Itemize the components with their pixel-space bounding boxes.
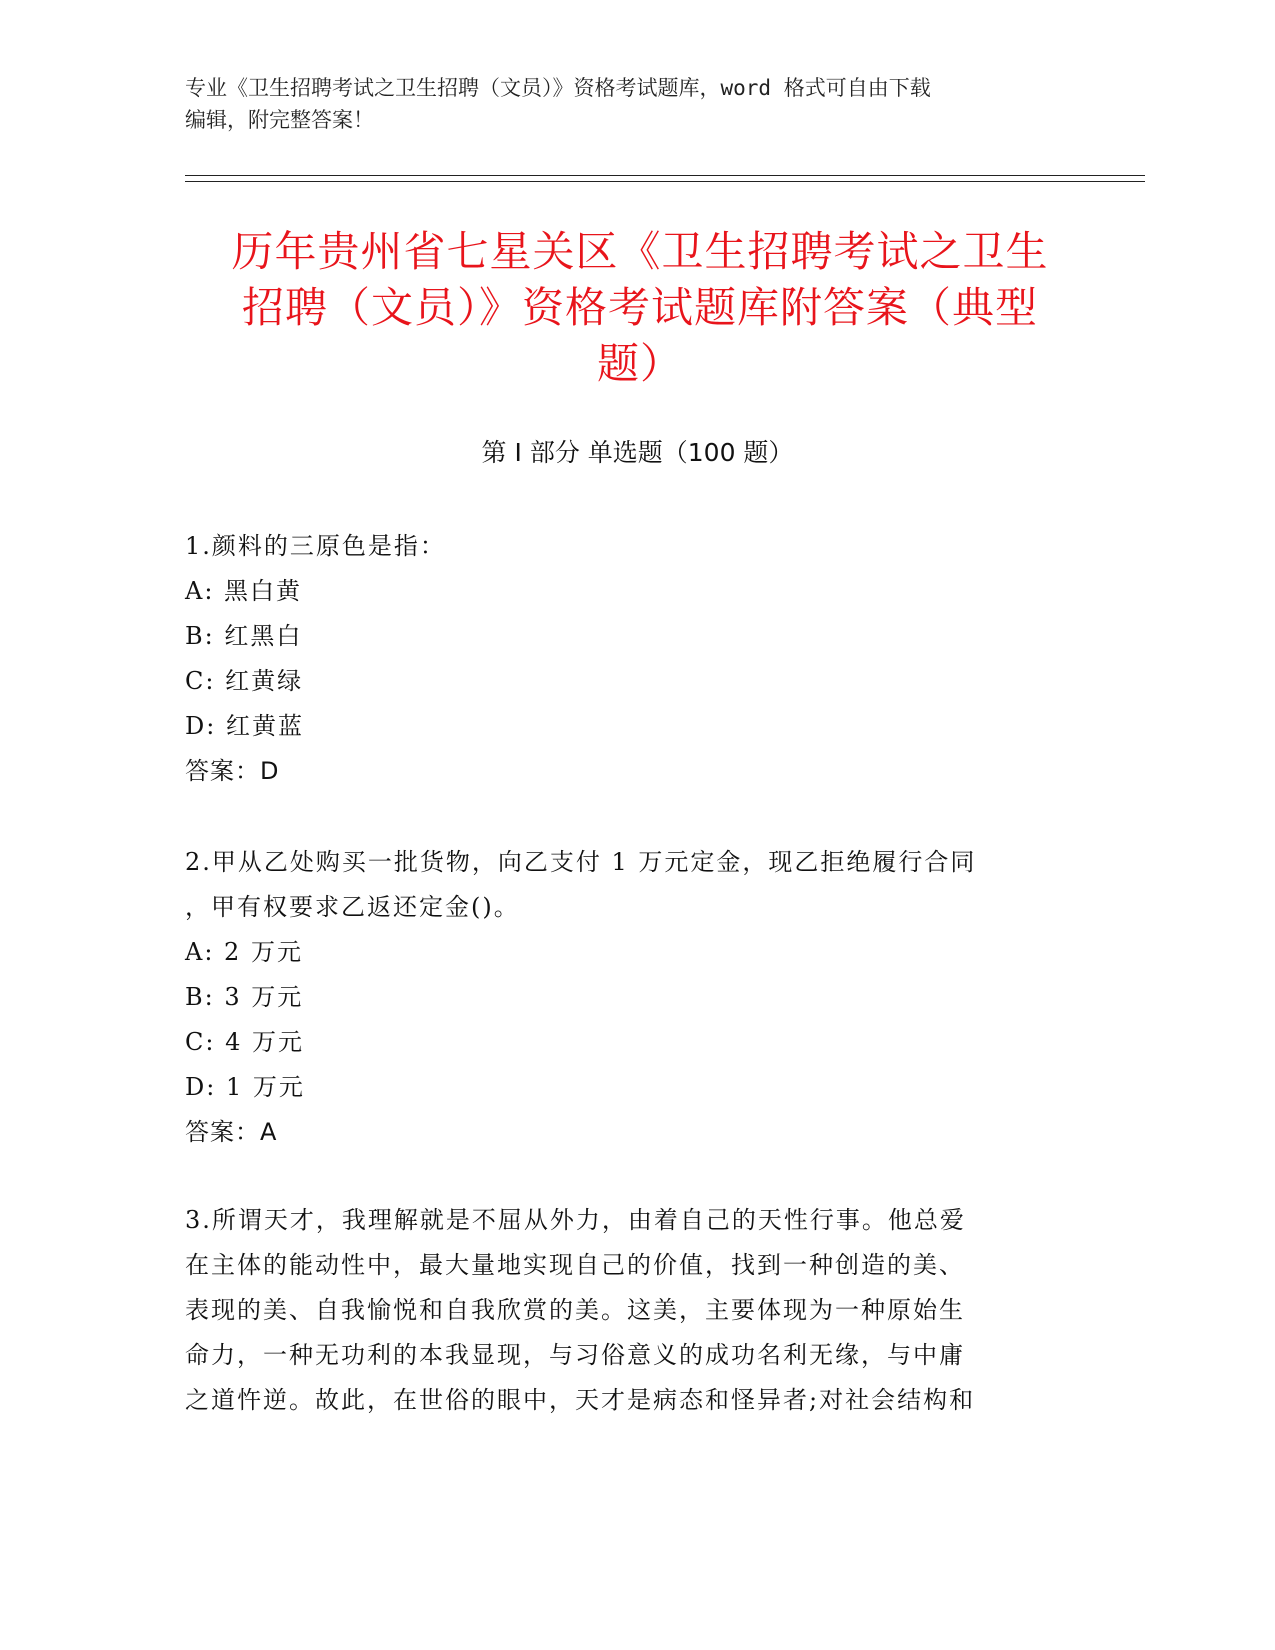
title-line: 招聘（文员）》资格考试题库附答案（典型 <box>241 283 1038 332</box>
option-b: B: 3 万元 <box>185 983 304 1011</box>
option-c: C: 红黄绿 <box>185 667 304 695</box>
question-block <box>185 1198 1075 1423</box>
question-stem: ，甲有权要求乙返还定金()。 <box>185 893 520 921</box>
question-stem: 之道忤逆。故此，在世俗的眼中，天才是病态和怪异者;对社会结构和 <box>185 1386 976 1414</box>
option-c: C: 4 万元 <box>185 1028 304 1056</box>
question-stem: 2.甲从乙处购买一批货物，向乙支付 1 万元定金，现乙拒绝履行合同 <box>185 848 977 876</box>
header-note-line: 专业《卫生招聘考试之卫生招聘（文员）》资格考试题库，word 格式可自由下载 <box>185 76 931 100</box>
header-divider <box>185 181 1145 182</box>
question-block <box>185 840 1075 1155</box>
header-note <box>185 72 1065 136</box>
question-block <box>185 524 1075 794</box>
option-b: B: 红黑白 <box>185 622 303 650</box>
answer-line: 答案：D <box>185 757 280 785</box>
section-title: 第 I 部分 单选题（100 题） <box>481 438 794 467</box>
answer-line: 答案：A <box>185 1118 278 1146</box>
title-line: 题） <box>596 339 683 388</box>
question-stem: 1.颜料的三原色是指： <box>185 532 446 560</box>
question-stem: 在主体的能动性中，最大量地实现自己的价值，找到一种创造的美、 <box>185 1251 965 1279</box>
header-note-line: 编辑，附完整答案！ <box>185 108 374 132</box>
title-line: 历年贵州省七星关区《卫生招聘考试之卫生 <box>231 227 1049 276</box>
question-stem: 命力，一种无功利的本我显现，与习俗意义的成功名利无缘，与中庸 <box>185 1341 965 1369</box>
question-stem: 表现的美、自我愉悦和自我欣赏的美。这美，主要体现为一种原始生 <box>185 1296 965 1324</box>
header-divider <box>185 175 1145 176</box>
question-stem: 3.所谓天才，我理解就是不屈从外力，由着自己的天性行事。他总爱 <box>185 1206 966 1234</box>
option-a: A: 黑白黄 <box>185 577 303 605</box>
option-d: D: 1 万元 <box>185 1073 305 1101</box>
option-d: D: 红黄蓝 <box>185 712 304 740</box>
option-a: A: 2 万元 <box>185 938 303 966</box>
document-title <box>190 224 1090 392</box>
